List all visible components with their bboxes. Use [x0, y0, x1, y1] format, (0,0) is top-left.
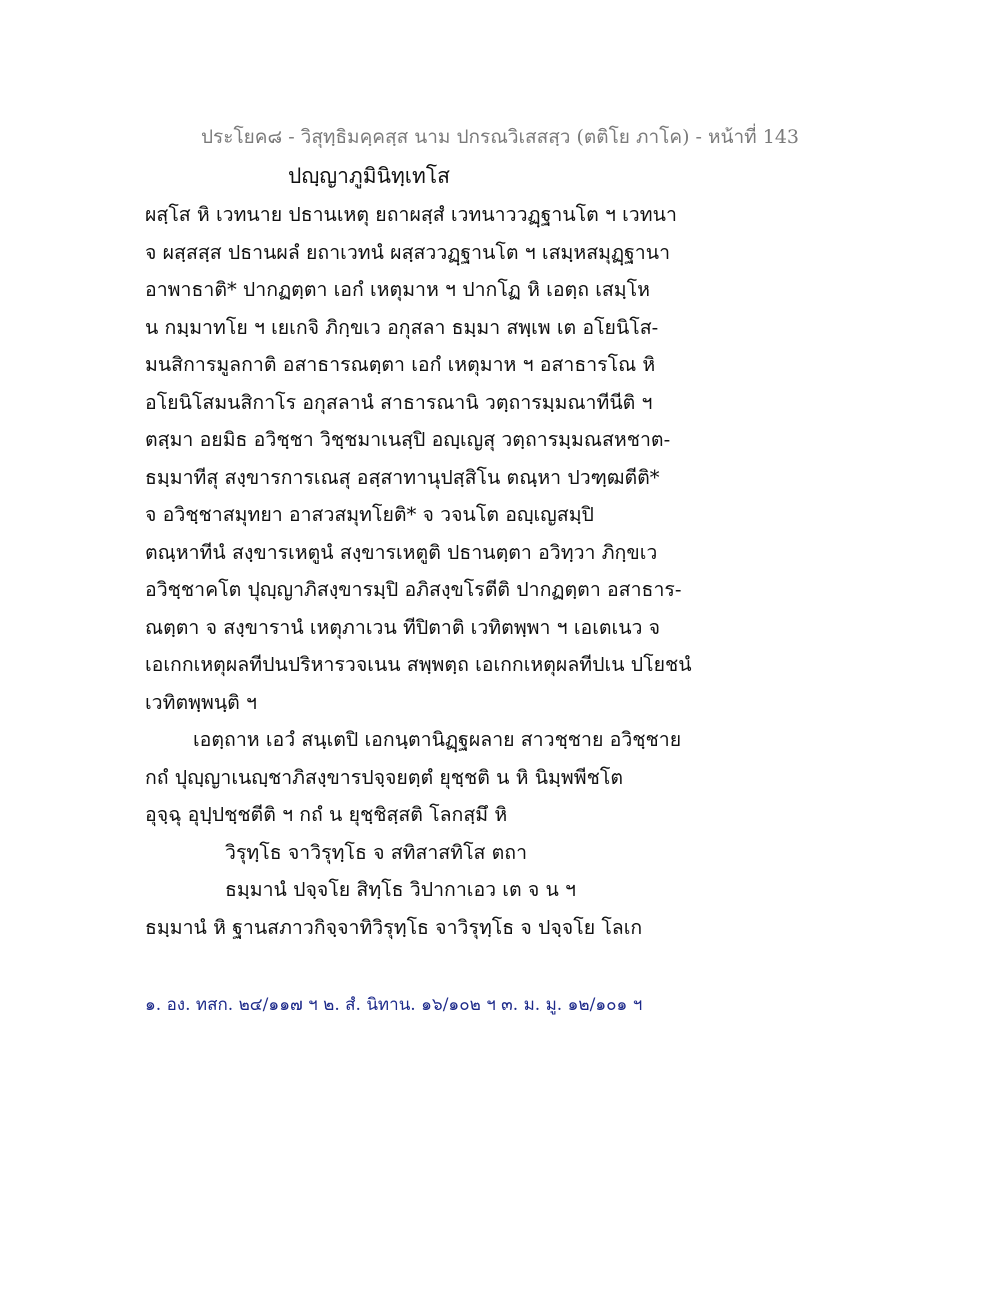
text-line: ผสฺโส หิ เวทนาย ปธานเหตุ ยถาผสฺสํ เวทนาววฏฺฐานโต ฯ เวทนา [145, 203, 677, 226]
running-header [0, 122, 1000, 152]
text-line: จ อวิชฺชาสมุทยา อาสวสมุทโยติ* จ วจนโต อญฺเญสมฺปิ [145, 503, 594, 526]
footnote: ๑. อง. ทสก. ๒๔/๑๑๗ ฯ ๒. สํ. นิทาน. ๑๖/๑๐๒ ฯ ๓. ม. มู. ๑๒/๑๐๑ ฯ [145, 995, 643, 1015]
text-line: ธมฺมาทีสุ สงฺขารการเณสุ อสฺสาทานุปสฺสิโน ตณฺหา ปวฑฺฒตีติ* [145, 465, 660, 489]
text-line: เวทิตพฺพนฺติ ฯ [145, 690, 257, 714]
text-line: อาพาธาติ* ปากฏตฺตา เอกํ เหตุมาห ฯ ปากโฏ หิ เอตฺถ เสมฺโห [145, 278, 650, 301]
body-text [145, 196, 865, 946]
text-line: มนสิการมูลกาติ อสาธารณตฺตา เอกํ เหตุมาห ฯ อสาธารโณ หิ [145, 353, 656, 376]
text-line: อวิชฺชาคโต ปุญฺญาภิสงฺขารมฺปิ อภิสงฺขโรตีติ ปากฏตฺตา อสาธาร- [145, 578, 682, 601]
text-line: เอเกกเหตุผลทีปนปริหารวจเนน สพฺพตฺถ เอเกกเหตุผลทีปเน ปโยชนํ [145, 653, 692, 676]
paragraph2-first-line: เอตฺถาห เอวํ สนฺเตปิ เอกนฺตานิฏฺฐผลาย สาวชฺชาย อวิชฺชาย [193, 728, 682, 751]
text-line: ณตฺตา จ สงฺขารานํ เหตุภาเวน ทีปิตาติ เวทิตพฺพา ฯ เอเตเนว จ [145, 615, 661, 639]
text-line: น กมฺมาทโย ฯ เยเกจิ ภิกฺขเว อกุสลา ธมฺมา สพฺเพ เต อโยนิโส- [145, 315, 659, 339]
verse-line: วิรุทฺโธ จาวิรุทฺโธ จ สทิสาสทิโส ตถา [225, 840, 528, 864]
verse-line: ธมฺมานํ ปจฺจโย สิทฺโธ วิปากาเอว เต จ น ฯ [225, 878, 576, 901]
section-title: ปญฺญาภูมินิทฺเทโส [288, 164, 450, 188]
running-header-text: ประโยค๘ - วิสุทฺธิมคฺคสฺส นาม ปกรณวิเสสสฺว (ตติโย ภาโค) - หน้าที่ 143 [200, 126, 800, 148]
text-line: ตณฺหาทีนํ สงฺขารเหตูนํ สงฺขารเหตูติ ปธานตฺตา อวิทฺวา ภิกฺขเว [145, 540, 658, 564]
text-line: อุจฺฉุ อุปฺปชฺชตีติ ฯ กถํ น ยุชฺชิสฺสติ โลกสฺมึ หิ [145, 803, 508, 826]
text-line: จ ผสฺสสฺส ปธานผลํ ยถาเวทนํ ผสฺสววฏฺฐานโต ฯ เสมฺหสมุฏฺฐานา [145, 240, 671, 264]
text-line: กถํ ปุญฺญาเนญฺชาภิสงฺขารปจฺจยตฺตํ ยุชฺชติ น หิ นิมฺพพีชโต [145, 765, 623, 789]
text-line: อโยนิโสมนสิกาโร อกุสลานํ สาธารณานิ วตฺถารมฺมณาทีนีติ ฯ [145, 390, 653, 414]
text-line: ตสฺมา อยมิธ อวิชฺชา วิชฺชมาเนสฺปิ อญฺเญสุ วตฺถารมฺมณสหชาต- [145, 428, 671, 451]
closing-line: ธมฺมานํ หิ ฐานสภาวกิจฺจาทิวิรุทฺโธ จาวิรุทฺโธ จ ปจฺจโย โลเก [145, 915, 643, 939]
